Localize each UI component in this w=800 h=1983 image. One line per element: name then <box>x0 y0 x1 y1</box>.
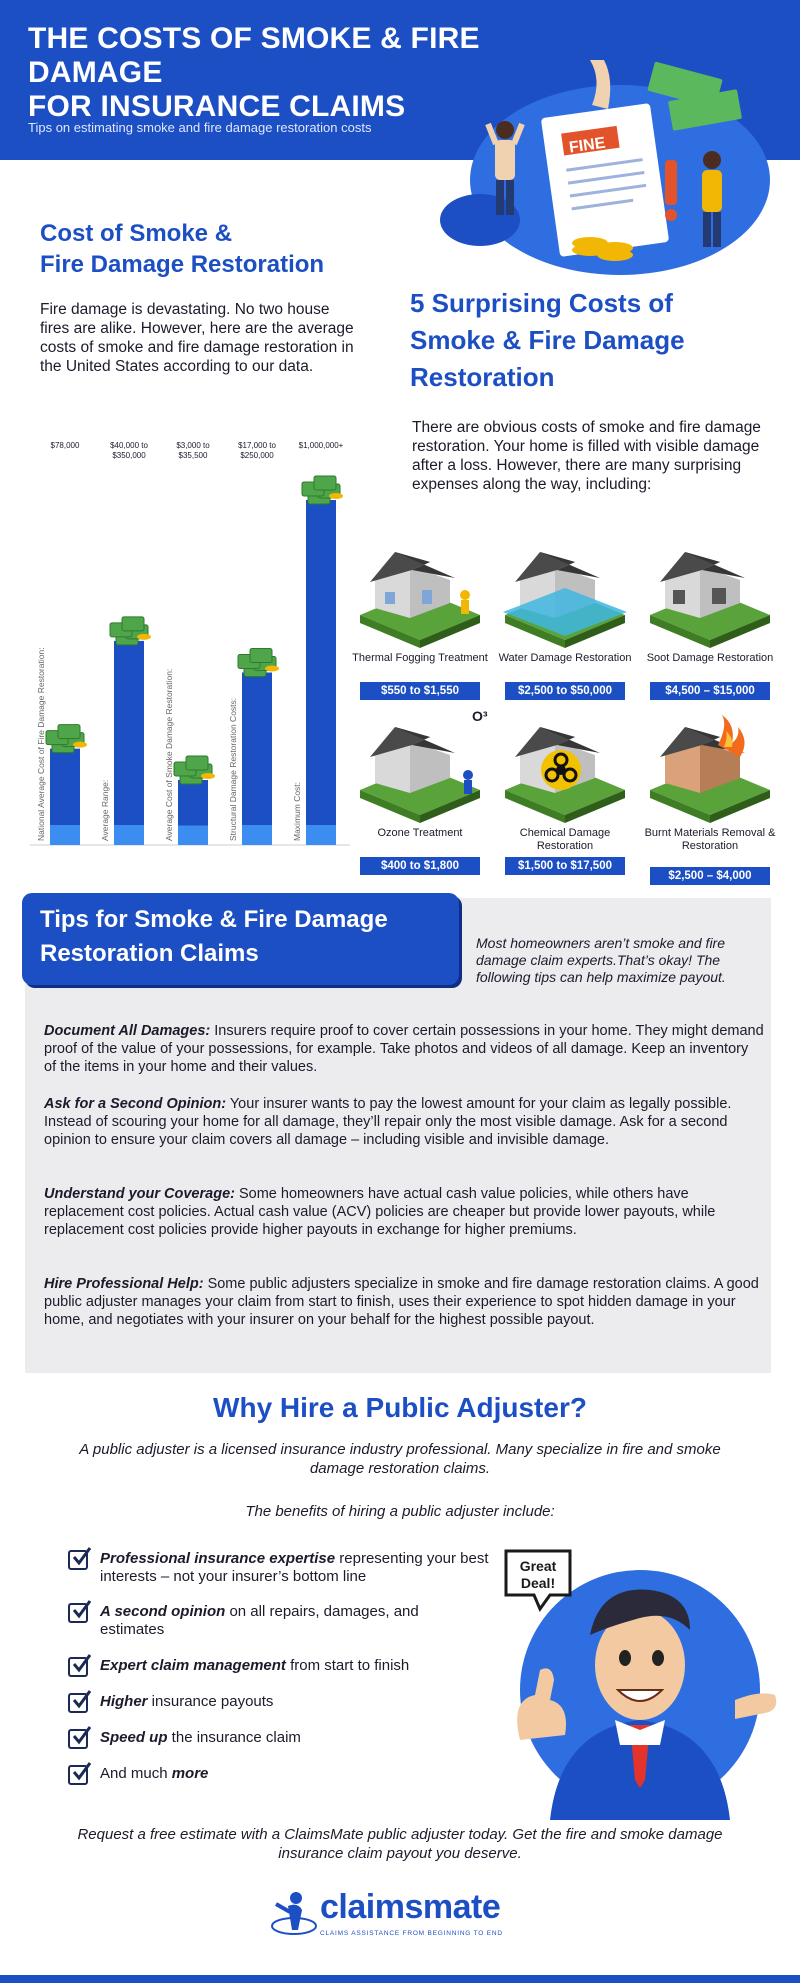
money-stack-icon <box>302 476 343 504</box>
tip-body: Your insurer wants to pay the lowest amount for your claim as legally possible. Instead of scouring your home for all damage, they’ll repair only the most visible damage. Ask for a second opinion to ensure your claim covers all damage – including visible and invisible damage. <box>44 1096 732 1148</box>
surprising-title-line-3: Restoration <box>410 362 555 392</box>
checkbox-icon <box>68 1765 88 1785</box>
surprising-section-title <box>410 285 685 396</box>
great-deal-bubble <box>500 1545 576 1615</box>
checkbox-icon <box>68 1693 88 1713</box>
money-stack-icon <box>238 649 279 677</box>
chart-category-label: Structural Damage Restoration Costs: <box>228 697 238 841</box>
closing-cta: Request a free estimate with a ClaimsMate public adjuster today. Get the fire and smoke damage insurance claim payout you deserve. <box>77 1826 723 1862</box>
chart-bar <box>306 500 336 845</box>
tip-heading: Understand your Coverage: <box>44 1186 235 1202</box>
house-flood-icon <box>495 540 635 650</box>
benefit-text: representing your best interests – not your insurer’s bottom line <box>100 1550 489 1585</box>
logo-tagline: CLAIMS ASSISTANCE FROM BEGINNING TO END <box>320 1930 503 1937</box>
money-stack-icon <box>174 756 215 784</box>
cost-item-chemical <box>495 715 635 885</box>
cost-chart <box>30 430 350 855</box>
cost-item-water-damage <box>495 540 635 710</box>
benefit-bold: Expert claim management <box>100 1657 286 1674</box>
chart-bar-accent <box>178 825 208 845</box>
checkbox-icon <box>68 1657 88 1677</box>
cost-item-label: Chemical Damage Restoration <box>519 827 611 852</box>
chart-category-label: Average Cost of Smoke Damage Restoration: <box>164 668 174 841</box>
benefit-bold: Speed up <box>100 1729 168 1746</box>
tip-heading: Document All Damages: <box>44 1023 211 1039</box>
cost-title-line-1: Cost of Smoke & <box>40 220 233 247</box>
checkbox-icon <box>68 1603 88 1623</box>
cost-item-label: Ozone Treatment <box>377 827 463 839</box>
surprising-costs-grid <box>350 540 780 885</box>
cost-item-price: $1,500 to $17,500 <box>505 857 625 875</box>
why-intro: A public adjuster is a licensed insurance industry professional. Many specialize in fire and smoke damage restoration claims. <box>79 1441 721 1477</box>
chart-bar <box>114 641 144 845</box>
tips-title-line-2: Restoration Claims <box>40 940 259 967</box>
why-title: Why Hire a Public Adjuster? <box>213 1392 587 1423</box>
bubble-line-1: Great <box>519 1558 557 1574</box>
benefits-intro: The benefits of hiring a public adjuster include: <box>245 1503 555 1520</box>
house-biohazard-icon <box>495 715 635 825</box>
cost-item-price: $2,500 – $4,000 <box>650 867 770 885</box>
cost-item-label: Soot Damage Restoration <box>646 652 774 664</box>
hero-illustration <box>440 60 780 275</box>
tips-title-box <box>22 893 459 985</box>
benefit-text: on all repairs, damages, and estimates <box>100 1603 419 1638</box>
benefit-bold: Higher <box>100 1693 148 1710</box>
cost-section-title <box>40 218 324 280</box>
cost-item-burnt-materials <box>640 715 780 885</box>
chart-bar-accent <box>242 825 272 845</box>
chart-value-label: $250,000 <box>240 451 274 460</box>
chart-value-label: $40,000 to <box>110 441 148 450</box>
chart-bar-accent <box>114 825 144 845</box>
cost-item-label: Water Damage Restoration <box>498 652 632 664</box>
tip-heading: Ask for a Second Opinion: <box>44 1096 227 1112</box>
title-line-2: FOR INSURANCE CLAIMS <box>28 90 406 123</box>
tip-document-damages <box>44 1022 764 1076</box>
surprising-title-line-1: 5 Surprising Costs of <box>410 288 673 318</box>
cost-item-soot-damage <box>640 540 780 710</box>
chart-bar <box>242 673 272 846</box>
title-line-1: THE COSTS OF SMOKE & FIRE DAMAGE <box>28 22 480 89</box>
footer-bar <box>0 1975 800 1983</box>
house-fog-icon <box>350 540 490 650</box>
house-soot-icon <box>640 540 780 650</box>
chart-category-label: National Average Cost of Fire Damage Restoration: <box>36 647 46 841</box>
checkbox-icon <box>68 1550 88 1570</box>
benefit-text: insurance payouts <box>147 1693 274 1710</box>
cost-title-line-2: Fire Damage Restoration <box>40 251 325 278</box>
tip-heading: Hire Professional Help: <box>44 1276 204 1292</box>
tips-intro: Most homeowners aren’t smoke and fire damage claim experts.That’s okay! The following tips can help maximize payout. <box>476 935 726 985</box>
cost-item-price: $550 to $1,550 <box>360 682 480 700</box>
chart-value-label: $78,000 <box>50 441 80 450</box>
chart-value-label: $35,500 <box>178 451 208 460</box>
cost-item-thermal-fogging <box>350 540 490 710</box>
chart-value-label: $1,000,000+ <box>298 441 344 450</box>
cost-item-label: Thermal Fogging Treatment <box>352 652 488 664</box>
tip-body: Some public adjusters specialize in smoke and fire damage restoration claims. A good public adjuster manages your claim from start to finish, uses their experience to spot hidden damage in your home, and negotiates with your insurer on your behalf for the highest possible payout. <box>44 1276 759 1328</box>
chart-bar-accent <box>306 825 336 845</box>
logo-figure-icon <box>270 1890 318 1940</box>
tips-title-line-1: Tips for Smoke & Fire Damage <box>40 906 388 933</box>
surprising-title-line-2: Smoke & Fire Damage <box>410 325 685 355</box>
house-fire-icon <box>640 715 780 825</box>
benefit-bold: more <box>171 1765 209 1782</box>
chart-value-label: $3,000 to <box>176 441 210 450</box>
money-stack-icon <box>46 725 87 753</box>
cost-item-price: $400 to $1,800 <box>360 857 480 875</box>
benefit-bold: Professional insurance expertise <box>100 1550 336 1567</box>
benefit-text: from start to finish <box>285 1657 410 1674</box>
chart-value-label: $350,000 <box>112 451 146 460</box>
surprising-section-body: There are obvious costs of smoke and fire damage restoration. Your home is filled with visible damage after a loss. However, there are many surprising expenses along the way, including: <box>412 419 761 493</box>
benefit-bold: A second opinion <box>100 1603 226 1620</box>
claimsmate-logo[interactable] <box>270 1888 540 1948</box>
tip-second-opinion <box>44 1095 764 1149</box>
cost-item-price: $2,500 to $50,000 <box>505 682 625 700</box>
bubble-line-2: Deal! <box>520 1575 556 1591</box>
tip-understand-coverage <box>44 1185 764 1239</box>
tip-hire-professional <box>44 1275 764 1329</box>
tips-title <box>40 903 388 971</box>
house-ozone-icon <box>350 715 490 825</box>
chart-bar-accent <box>50 825 80 845</box>
chart-category-label: Average Range: <box>100 779 110 841</box>
chart-value-label: $17,000 to <box>238 441 276 450</box>
tip-body: Some homeowners have actual cash value policies, while others have replacement cost policies. Actual cash value (ACV) policies are cheaper but provide lower payouts, while replacement cost policies provide higher payouts in exchange for higher premiums. <box>44 1186 716 1238</box>
cost-section-body: Fire damage is devastating. No two house fires are alike. However, here are the average costs of smoke and fire damage restoration in the United States according to our data. <box>40 301 354 375</box>
ozone-symbol: O³ <box>472 708 488 724</box>
checkbox-icon <box>68 1729 88 1749</box>
cost-item-ozone <box>350 715 490 885</box>
chart-category-label: Maximum Cost: <box>292 781 302 841</box>
tip-body: Insurers require proof to cover certain possessions in your home. They might demand proof of the value of your possessions, for example. Take photos and videos of all damage. Keep an inventory of the items in your home and their values. <box>44 1023 764 1075</box>
benefit-text: And much <box>100 1765 172 1782</box>
money-stack-icon <box>110 617 151 645</box>
logo-wordmark: claimsmate <box>320 1888 501 1926</box>
page-subtitle: Tips on estimating smoke and fire damage restoration costs <box>28 120 372 135</box>
cost-item-label: Burnt Materials Removal & Restoration <box>644 827 776 852</box>
cost-item-price: $4,500 – $15,000 <box>650 682 770 700</box>
benefit-text: the insurance claim <box>167 1729 301 1746</box>
fine-label: FINE <box>568 134 607 157</box>
